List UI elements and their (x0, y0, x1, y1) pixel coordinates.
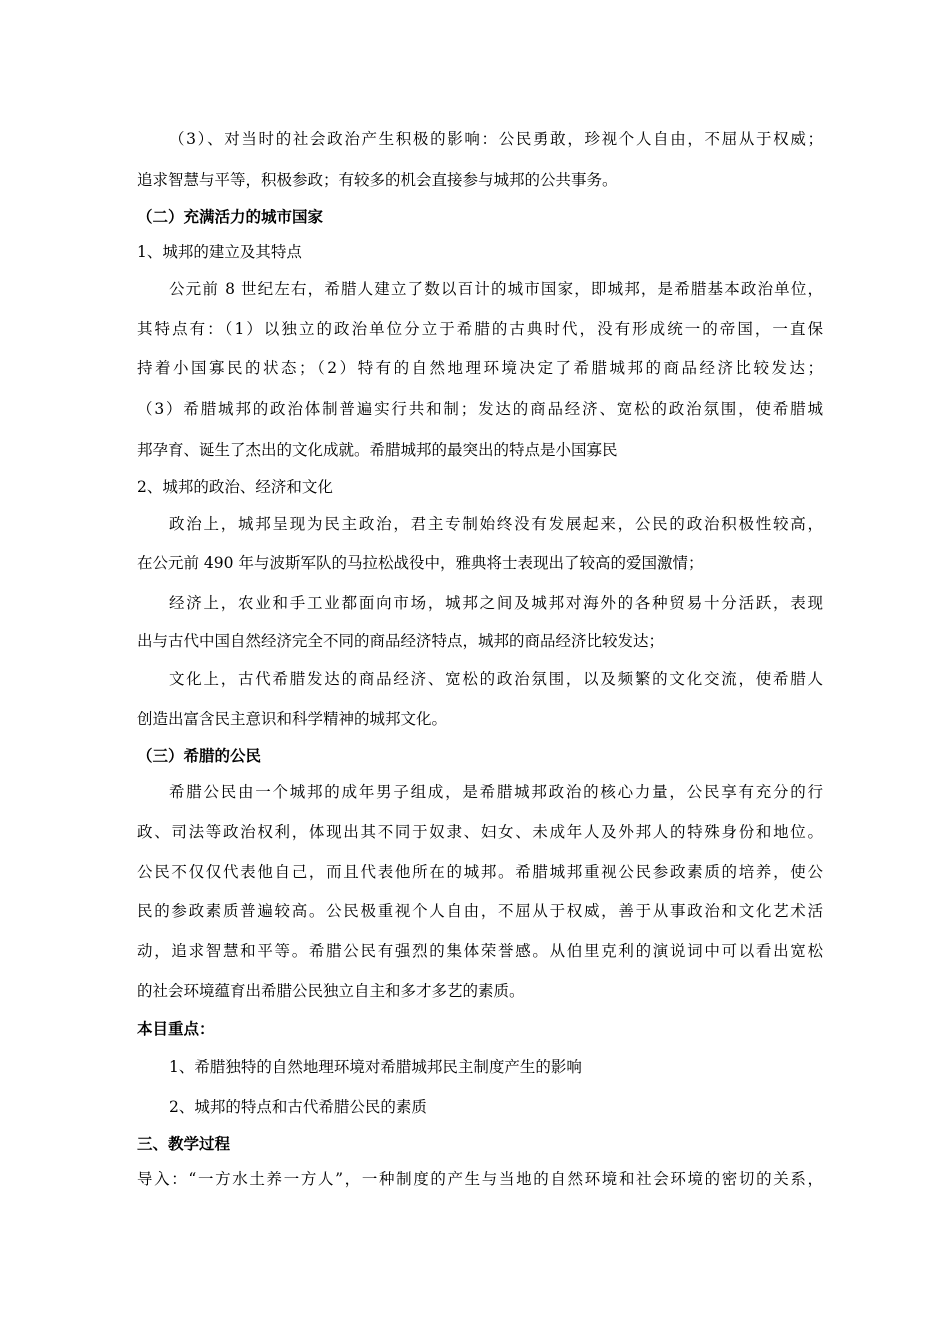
section-heading: （二）充满活力的城市国家 (137, 208, 324, 226)
text-line: 出与古代中国自然经济完全不同的商品经济特点，城邦的商品经济比较发达； (137, 632, 665, 650)
section-heading: 三、教学过程 (137, 1135, 231, 1153)
subsection-heading: 1、城邦的建立及其特点 (137, 243, 302, 261)
list-item: 2、城邦的特点和古代希腊公民的素质 (169, 1098, 427, 1116)
text-line: 政治上，城邦呈现为民主政治，君主专制始终没有发展起来，公民的政治积极性较高， (169, 515, 823, 533)
text-line: 民的参政素质普遍较高。公民极重视个人自由，不屈从于权威，善于从事政治和文化艺术活 (137, 902, 823, 920)
text-line: （3）希腊城邦的政治体制普遍实行共和制；发达的商品经济、宽松的政治氛围，使希腊城 (137, 400, 823, 418)
text-line: 公元前 8 世纪左右，希腊人建立了数以百计的城市国家，即城邦，是希腊基本政治单位， (169, 280, 823, 298)
text-line: （3）、对当时的社会政治产生积极的影响：公民勇敢，珍视个人自由，不屈从于权威； (169, 130, 823, 148)
text-line: 持着小国寡民的状态；（2）特有的自然地理环境决定了希腊城邦的商品经济比较发达； (137, 359, 823, 377)
text-line: 希腊公民由一个城邦的成年男子组成，是希腊城邦政治的核心力量，公民享有充分的行 (169, 783, 823, 801)
text-line: 公民不仅仅代表他自己，而且代表他所在的城邦。希腊城邦重视公民参政素质的培养，使公 (137, 863, 823, 881)
text-line: 导入：“一方水土养一方人”，一种制度的产生与当地的自然环境和社会环境的密切的关系， (137, 1170, 823, 1188)
list-item: 1、希腊独特的自然地理环境对希腊城邦民主制度产生的影响 (169, 1058, 582, 1076)
text-line: 文化上，古代希腊发达的商品经济、宽松的政治氛围，以及频繁的文化交流，使希腊人 (169, 670, 823, 688)
text-line: 经济上，农业和手工业都面向市场，城邦之间及城邦对海外的各种贸易十分活跃，表现 (169, 594, 823, 612)
text-line: 动，追求智慧和平等。希腊公民有强烈的集体荣誉感。从伯里克利的演说词中可以看出宽松 (137, 942, 823, 960)
text-line: 在公元前 490 年与波斯军队的马拉松战役中，雅典将士表现出了较高的爱国激情； (137, 554, 704, 572)
text-line: 追求智慧与平等，积极参政；有较多的机会直接参与城邦的公共事务。 (137, 171, 618, 189)
text-line: 的社会环境蕴育出希腊公民独立自主和多才多艺的素质。 (137, 982, 525, 1000)
text-line: 政、司法等政治权利，体现出其不同于奴隶、妇女、未成年人及外邦人的特殊身份和地位。 (137, 823, 823, 841)
text-line: 创造出富含民主意识和科学精神的城邦文化。 (137, 710, 448, 728)
text-line: 其特点有：（1）以独立的政治单位分立于希腊的古典时代，没有形成统一的帝国，一直保 (137, 320, 823, 338)
section-heading: 本目重点： (137, 1020, 215, 1038)
subsection-heading: 2、城邦的政治、经济和文化 (137, 478, 333, 496)
text-line: 邦孕育、诞生了杰出的文化成就。希腊城邦的最突出的特点是小国寡民 (137, 441, 618, 459)
section-heading: （三）希腊的公民 (137, 747, 262, 765)
